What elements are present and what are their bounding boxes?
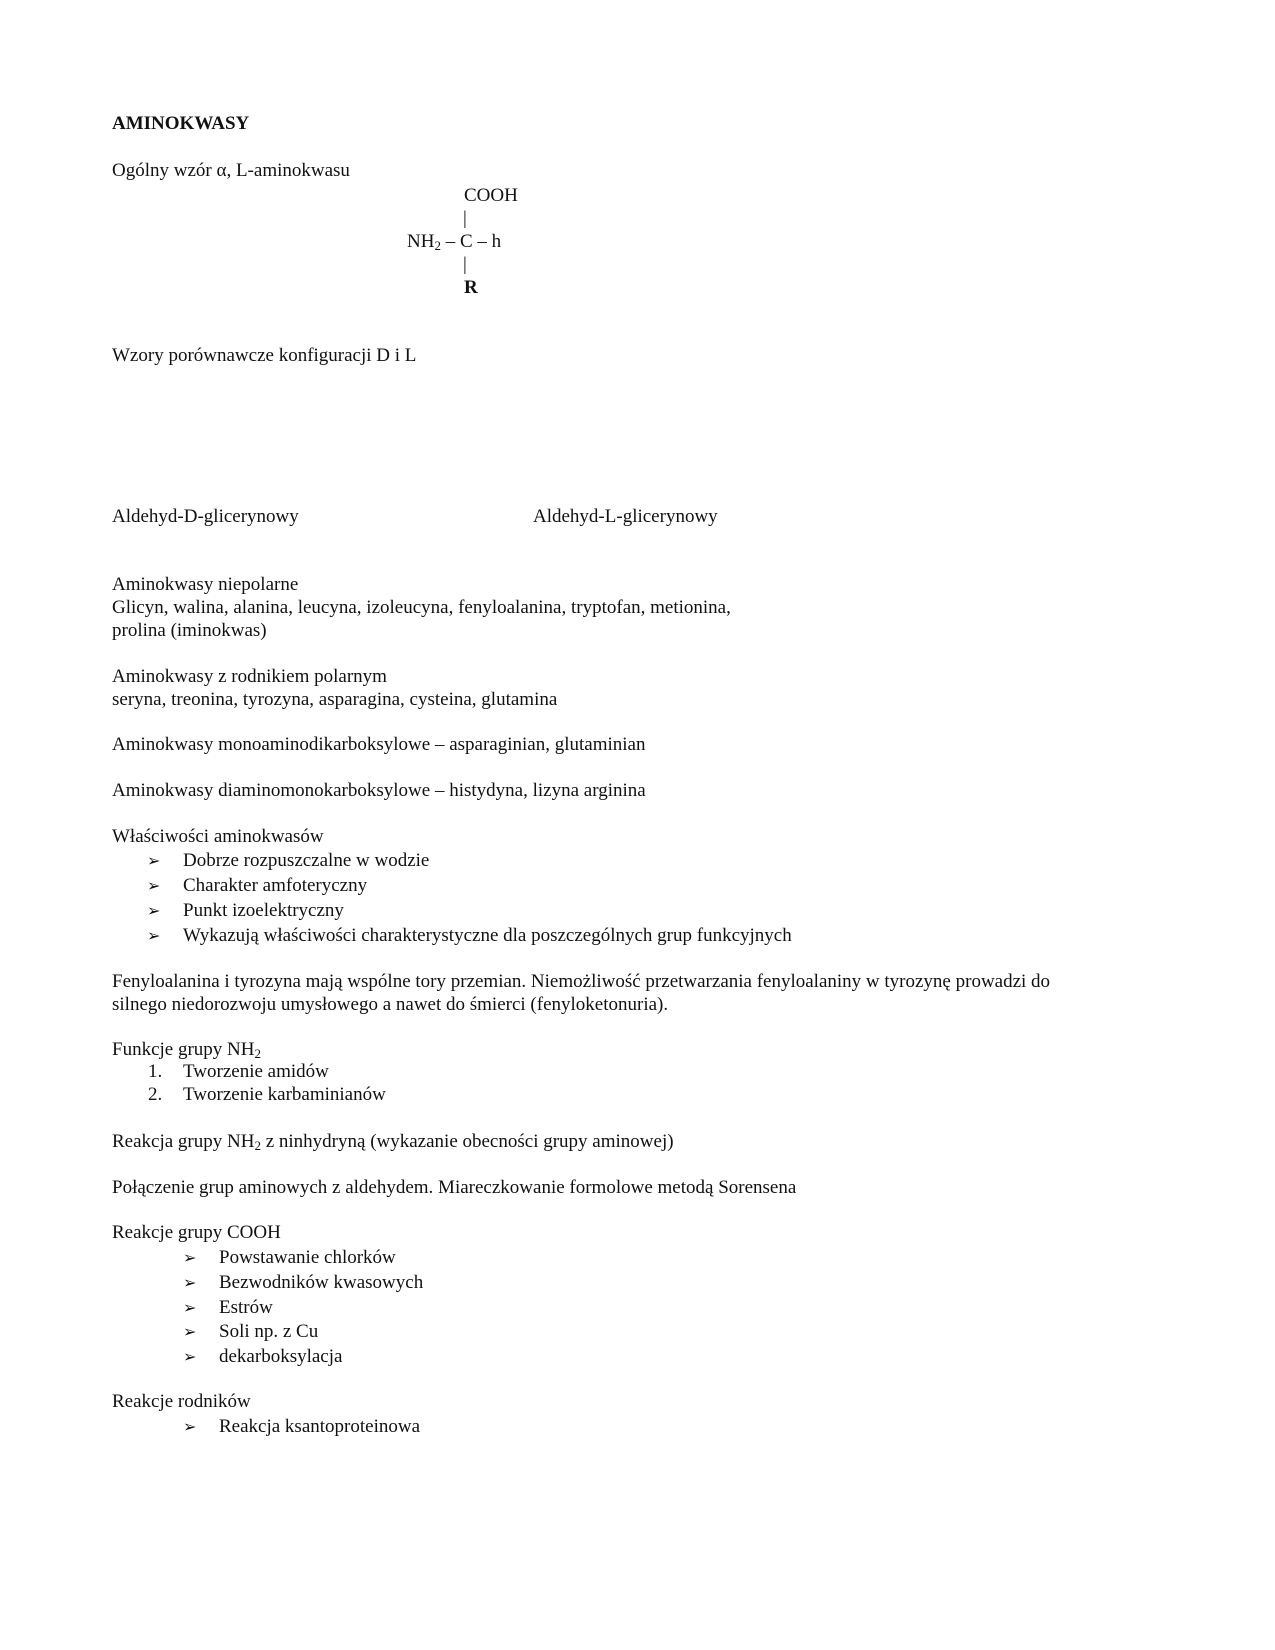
formula-heading-prefix: Ogólny wzór <box>112 160 217 181</box>
ninhydrin-prefix: Reakcja grupy NH <box>112 1131 255 1152</box>
ninhydrin-line <box>112 1130 674 1154</box>
alpha-symbol: α <box>216 160 227 181</box>
formula-carbon: C <box>459 231 473 252</box>
arrow-bullet-icon: ➢ <box>147 926 161 945</box>
formula-nh: NH <box>407 231 435 252</box>
nh2-heading-sub: 2 <box>254 1046 261 1061</box>
formula-main-row <box>407 230 501 254</box>
config-heading: Wzory porównawcze konfiguracji D i L <box>112 345 417 366</box>
nonpolar-line-2: prolina (iminokwas) <box>112 620 267 641</box>
polar-line-1: seryna, treonina, tyrozyna, asparagina, cysteina, glutamina <box>112 689 558 710</box>
arrow-bullet-icon: ➢ <box>183 1322 197 1341</box>
phenyl-line-2: silnego niedorozwoju umysłowego a nawet do śmierci (fenyloketonuria). <box>112 994 669 1015</box>
formula-heading-suffix: , L-aminokwasu <box>226 160 350 181</box>
list-item-text: Reakcja ksantoproteinowa <box>219 1416 421 1437</box>
arrow-bullet-icon: ➢ <box>147 851 161 870</box>
list-item-text: Punkt izoelektryczny <box>183 900 344 921</box>
formula-left-bond: – <box>440 231 460 252</box>
formula-cooh: COOH <box>464 185 518 206</box>
formula-heading <box>112 159 350 183</box>
list-item-text: Tworzenie amidów <box>183 1061 329 1082</box>
list-item-text: Bezwodników kwasowych <box>219 1272 424 1293</box>
ninhydrin-sub: 2 <box>254 1138 261 1153</box>
cooh-reactions-heading: Reakcje grupy COOH <box>112 1222 281 1243</box>
aldehyde-titration-line: Połączenie grup aminowych z aldehydem. Miareczkowanie formolowe metodą Sorensena <box>112 1177 797 1198</box>
list-item-text: Estrów <box>219 1297 273 1318</box>
ninhydrin-suffix: z ninhydryną (wykazanie obecności grupy aminowej) <box>260 1131 674 1152</box>
list-item-text: Soli np. z Cu <box>219 1321 319 1342</box>
diamino-line: Aminokwasy diaminomonokarboksylowe – histydyna, lizyna arginina <box>112 780 646 801</box>
list-item-text: Charakter amfoteryczny <box>183 875 368 896</box>
phenyl-line-1: Fenyloalanina i tyrozyna mają wspólne tory przemian. Niemożliwość przetwarzania fenyloalaniny w tyrozynę prowadzi do <box>112 971 1051 992</box>
arrow-bullet-icon: ➢ <box>147 901 161 920</box>
formula-h: h <box>491 231 502 252</box>
arrow-bullet-icon: ➢ <box>147 876 161 895</box>
properties-heading: Właściwości aminokwasów <box>112 826 324 847</box>
monoamino-line: Aminokwasy monoaminodikarboksylowe – asparaginian, glutaminian <box>112 734 646 755</box>
list-number: 1. <box>148 1061 163 1082</box>
arrow-bullet-icon: ➢ <box>183 1417 197 1436</box>
nonpolar-heading: Aminokwasy niepolarne <box>112 574 299 595</box>
page-title: AMINOKWASY <box>112 113 250 134</box>
nh2-heading-text: Funkcje grupy NH <box>112 1039 255 1060</box>
polar-heading: Aminokwasy z rodnikiem polarnym <box>112 666 387 687</box>
formula-bond-bottom: | <box>463 254 467 275</box>
formula-right-bond: – <box>472 231 492 252</box>
formula-bond-top: | <box>463 208 467 229</box>
list-item-text: Tworzenie karbaminianów <box>183 1084 386 1105</box>
arrow-bullet-icon: ➢ <box>183 1273 197 1292</box>
aldehyde-l-label: Aldehyd-L-glicerynowy <box>533 506 718 527</box>
arrow-bullet-icon: ➢ <box>183 1347 197 1366</box>
nonpolar-line-1: Glicyn, walina, alanina, leucyna, izoleucyna, fenyloalanina, tryptofan, metionina, <box>112 597 731 618</box>
nh2-functions-heading <box>112 1038 261 1062</box>
aldehyde-d-label: Aldehyd-D-glicerynowy <box>112 506 299 527</box>
formula-r: R <box>464 277 478 298</box>
radical-reactions-heading: Reakcje rodników <box>112 1391 251 1412</box>
list-item-text: Wykazują właściwości charakterystyczne dla poszczególnych grup funkcyjnych <box>183 925 792 946</box>
list-item-text: Powstawanie chlorków <box>219 1247 396 1268</box>
list-item-text: Dobrze rozpuszczalne w wodzie <box>183 850 430 871</box>
list-item-text: dekarboksylacja <box>219 1346 343 1367</box>
formula-nh-sub: 2 <box>434 238 441 253</box>
arrow-bullet-icon: ➢ <box>183 1248 197 1267</box>
arrow-bullet-icon: ➢ <box>183 1298 197 1317</box>
list-number: 2. <box>148 1084 163 1105</box>
